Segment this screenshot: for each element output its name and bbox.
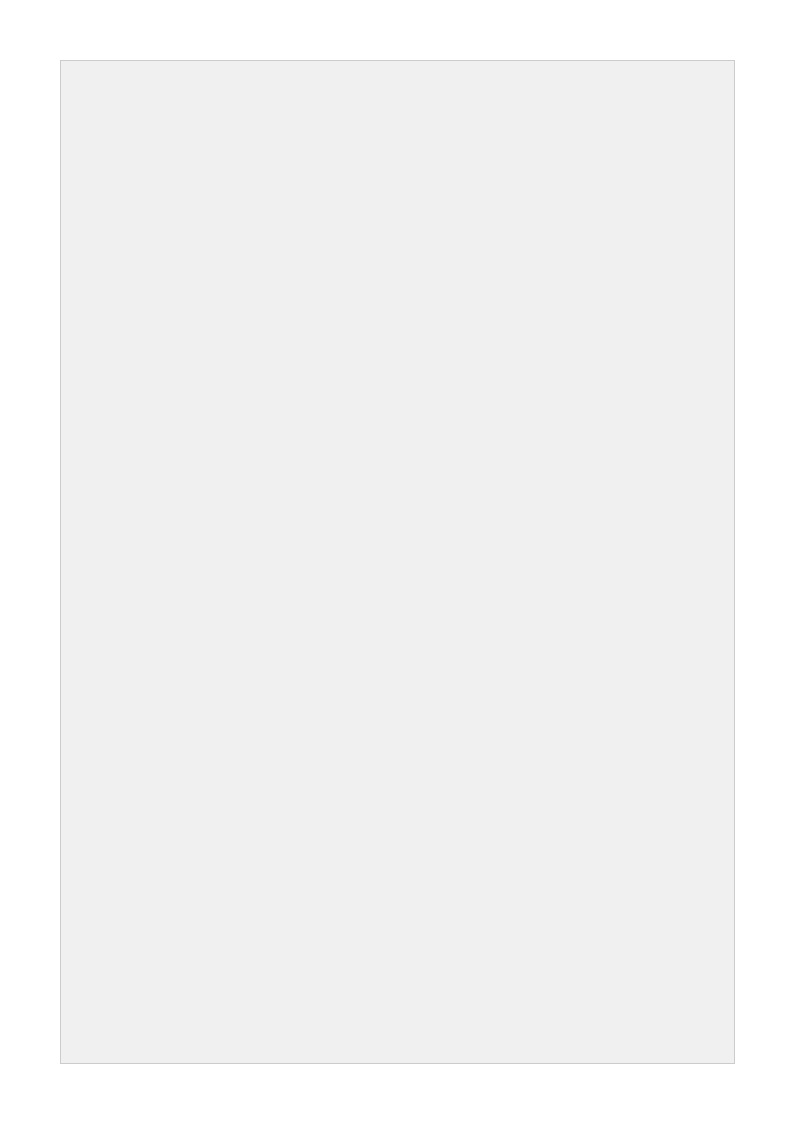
content-block (60, 60, 735, 1064)
